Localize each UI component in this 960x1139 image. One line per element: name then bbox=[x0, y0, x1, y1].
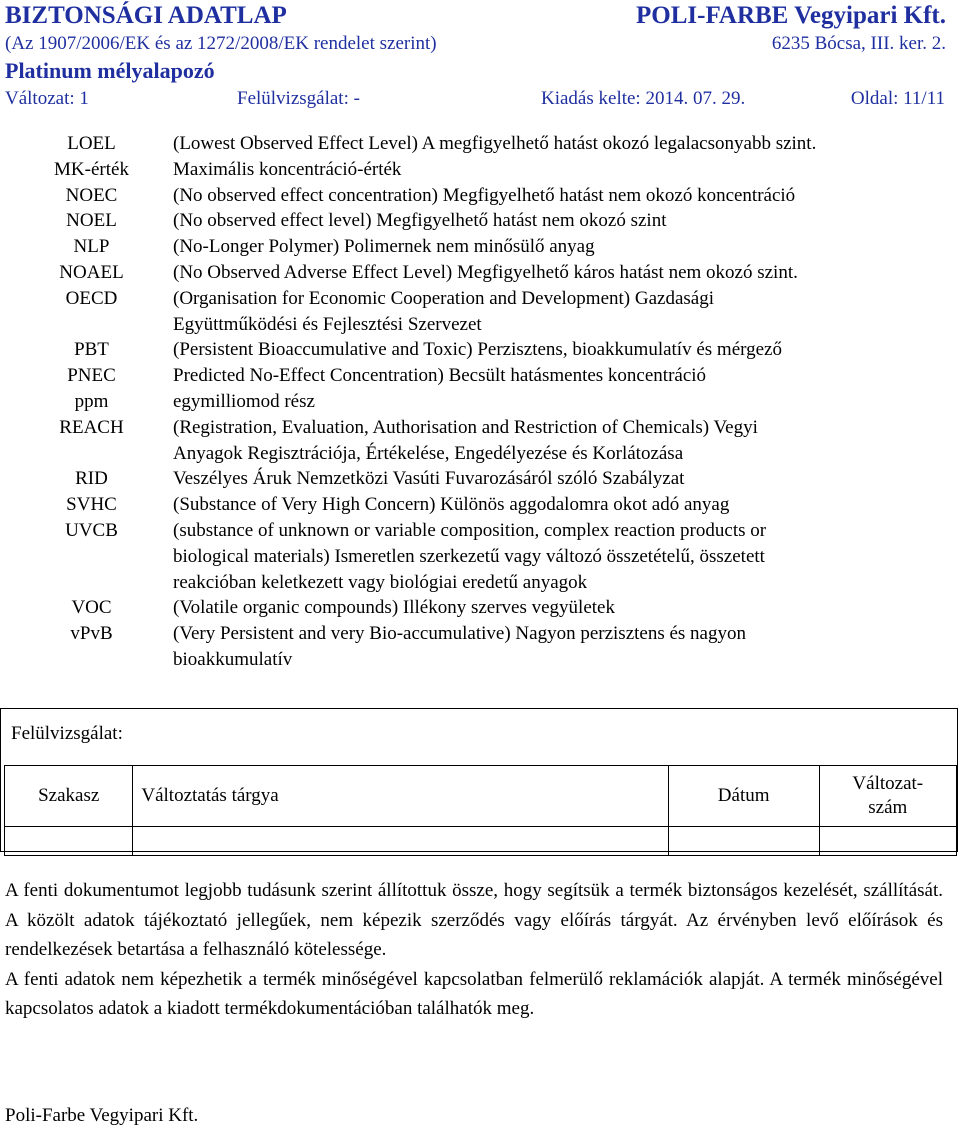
version-text: Változat: 1 bbox=[5, 88, 89, 109]
abbreviation-row bbox=[10, 441, 955, 467]
abbreviation-term: ppm bbox=[74, 390, 109, 412]
abbreviation-definition: (No observed effect concentration) Megfigyelhető hatást nem okozó koncentráció bbox=[173, 184, 796, 206]
abbreviation-row bbox=[10, 131, 955, 157]
document-title: BIZTONSÁGI ADATLAP bbox=[5, 2, 287, 29]
abbreviation-row bbox=[10, 570, 955, 596]
revision-empty-row bbox=[5, 827, 957, 856]
col-section: Szakasz bbox=[5, 766, 133, 827]
revision-table bbox=[4, 765, 957, 856]
empty-cell bbox=[5, 827, 133, 856]
abbreviation-term: UVCB bbox=[65, 519, 118, 541]
abbreviation-term: NOEL bbox=[66, 210, 117, 232]
abbreviation-term: PBT bbox=[74, 339, 109, 361]
col-version bbox=[819, 766, 956, 827]
revision-box bbox=[0, 708, 958, 852]
abbreviation-definition: (Lowest Observed Effect Level) A megfigyelhető hatást okozó legalacsonyabb szint. bbox=[173, 133, 817, 154]
abbreviation-definition: Predicted No-Effect Concentration) Becsült hatásmentes koncentráció bbox=[173, 365, 707, 387]
abbreviation-row bbox=[10, 157, 955, 183]
disclaimer-paragraph-2: A fenti adatok nem képezhetik a termék minőségével kapcsolatban felmerülő reklamációk alapját. A termék minőségével kapcsolatos adatok a kiadott termékdokumentációban találhatók meg. bbox=[5, 968, 943, 1020]
company-name: POLI-FARBE Vegyipari Kft. bbox=[636, 2, 946, 29]
col-date: Dátum bbox=[668, 766, 819, 827]
abbreviation-term: VOC bbox=[71, 597, 112, 619]
abbreviation-row bbox=[10, 286, 955, 312]
abbreviation-definition: bioakkumulatív bbox=[173, 648, 293, 670]
revision-label: Felülvizsgálat: bbox=[11, 723, 123, 744]
product-name: Platinum mélyalapozó bbox=[5, 58, 215, 83]
revision-header-row bbox=[5, 766, 957, 827]
abbreviation-term: SVHC bbox=[66, 494, 117, 516]
col-version-line1: Változat- bbox=[852, 773, 924, 794]
abbreviation-term-spacer bbox=[10, 570, 173, 596]
header-title-row bbox=[5, 2, 946, 30]
abbreviation-row bbox=[10, 260, 955, 286]
abbreviation-definition: (Registration, Evaluation, Authorisation and Restriction of Chemicals) Vegyi bbox=[173, 416, 758, 438]
abbreviation-term: PNEC bbox=[67, 365, 116, 387]
abbreviation-row bbox=[10, 234, 955, 260]
abbreviation-row bbox=[10, 363, 955, 389]
abbreviation-definition: (No-Longer Polymer) Polimernek nem minősülő anyag bbox=[173, 236, 595, 258]
abbreviation-term: NLP bbox=[73, 236, 110, 258]
abbreviation-row bbox=[10, 208, 955, 234]
review-text: Felülvizsgálat: - bbox=[237, 88, 360, 109]
col-version-line2: szám bbox=[868, 797, 908, 818]
abbreviation-term: NOEC bbox=[65, 184, 118, 206]
abbreviation-definition: (Substance of Very High Concern) Különös aggodalomra okot adó anyag bbox=[173, 494, 730, 516]
abbreviation-row bbox=[10, 621, 955, 647]
abbreviation-term: vPvB bbox=[70, 623, 113, 645]
page-number: Oldal: 11/11 bbox=[850, 88, 945, 109]
abbreviation-definition: (Very Persistent and very Bio-accumulative) Nagyon perzisztens és nagyon bbox=[173, 623, 746, 645]
abbreviation-row bbox=[10, 647, 955, 673]
empty-cell bbox=[133, 827, 668, 856]
abbreviation-definition: reakcióban keletkezett vagy biológiai eredetű anyagok bbox=[173, 571, 588, 593]
abbreviation-definition: Maximális koncentráció-érték bbox=[173, 158, 402, 180]
abbreviation-row bbox=[10, 492, 955, 518]
disclaimer bbox=[5, 876, 943, 1024]
abbreviation-term-spacer bbox=[10, 544, 173, 570]
abbreviation-definition: Anyagok Regisztrációja, Értékelése, Engedélyezése és Korlátozása bbox=[173, 442, 684, 464]
col-subject: Változtatás tárgya bbox=[133, 766, 668, 827]
abbreviation-definition: (substance of unknown or variable composition, complex reaction products or bbox=[173, 519, 767, 541]
abbreviation-term: REACH bbox=[59, 416, 124, 438]
abbreviation-row bbox=[10, 466, 955, 492]
abbreviation-definition: Együttműködési és Fejlesztési Szervezet bbox=[173, 313, 482, 335]
abbreviation-definition: egymilliomod rész bbox=[173, 390, 315, 412]
abbreviation-row bbox=[10, 415, 955, 441]
header-subtitle-row bbox=[5, 33, 946, 55]
abbreviation-term-spacer bbox=[10, 647, 173, 673]
abbreviation-definition: (Persistent Bioaccumulative and Toxic) Perzisztens, bioakkumulatív és mérgező bbox=[173, 339, 782, 361]
abbreviation-definition: (Organisation for Economic Cooperation and Development) Gazdasági bbox=[173, 287, 714, 309]
abbreviation-row bbox=[10, 389, 955, 415]
abbreviation-term: RID bbox=[75, 468, 108, 490]
abbreviation-row bbox=[10, 518, 955, 544]
abbreviation-term-spacer bbox=[10, 441, 173, 467]
abbreviation-term: LOEL bbox=[67, 133, 116, 154]
regulation-note: (Az 1907/2006/EK és az 1272/2008/EK rendelet szerint) bbox=[5, 33, 437, 54]
abbreviation-term: OECD bbox=[65, 287, 118, 309]
abbreviation-row bbox=[10, 183, 955, 209]
issue-date: Kiadás kelte: 2014. 07. 29. bbox=[541, 88, 746, 109]
company-address: 6235 Bócsa, III. ker. 2. bbox=[771, 33, 946, 54]
abbreviation-definition: (Volatile organic compounds) Illékony szerves vegyületek bbox=[173, 597, 615, 619]
abbreviation-definition: (No Observed Adverse Effect Level) Megfigyelhető káros hatást nem okozó szint. bbox=[173, 261, 798, 283]
abbreviation-list bbox=[10, 131, 955, 673]
abbreviation-row bbox=[10, 312, 955, 338]
disclaimer-paragraph-1: A fenti dokumentumot legjobb tudásunk szerint állítottuk össze, hogy segítsük a termék biztonságos kezelését, szállítását. A közölt adatok tájékoztató jellegűek, nem képezik szerződés vagy előírás tárgyát. Az érvényben levő előírások és rendelkezések betartása a felhasználó kötelessége. bbox=[5, 880, 943, 961]
abbreviation-definition: biological materials) Ismeretlen szerkezetű vagy változó összetételű, összetett bbox=[173, 545, 765, 567]
empty-cell bbox=[668, 827, 819, 856]
empty-cell bbox=[819, 827, 956, 856]
abbreviation-term: NOAEL bbox=[59, 261, 124, 283]
abbreviation-definition: Veszélyes Áruk Nemzetközi Vasúti Fuvarozásáról szóló Szabályzat bbox=[173, 468, 685, 490]
header-meta-row bbox=[5, 88, 945, 110]
abbreviation-term: MK-érték bbox=[54, 158, 129, 180]
footer-company: Poli-Farbe Vegyipari Kft. bbox=[5, 1105, 199, 1126]
abbreviation-definition: (No observed effect level) Megfigyelhető hatást nem okozó szint bbox=[173, 210, 667, 232]
abbreviation-row bbox=[10, 337, 955, 363]
abbreviation-row bbox=[10, 544, 955, 570]
abbreviation-row bbox=[10, 595, 955, 621]
abbreviation-term-spacer bbox=[10, 312, 173, 338]
